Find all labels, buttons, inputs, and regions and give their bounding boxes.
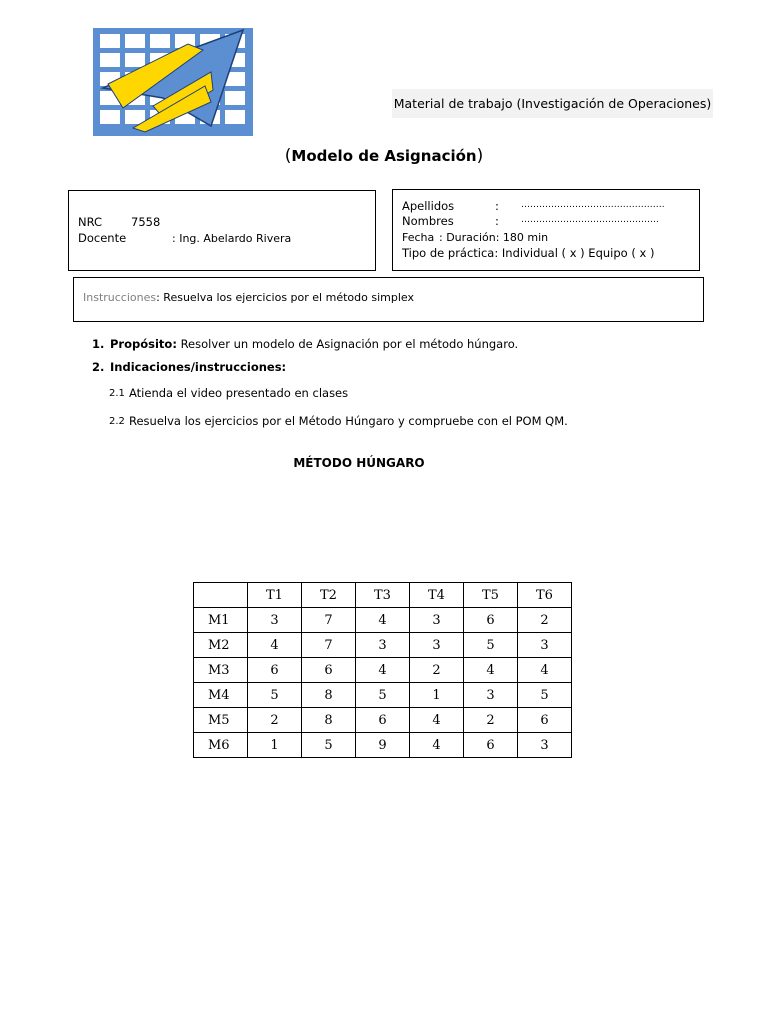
table-corner-cell [194,583,248,608]
nombres-label: Nombres [402,214,454,228]
column-header: T3 [356,583,410,608]
title-text: Modelo de Asignación [291,147,477,165]
instructions-label: Instrucciones [83,291,157,304]
table-cell: 5 [248,683,302,708]
table-cell: 2 [410,658,464,683]
table-cell: 6 [302,658,356,683]
table-cell: 4 [518,658,572,683]
table-cell: 6 [356,708,410,733]
table-cell: 3 [248,608,302,633]
table-cell: 2 [518,608,572,633]
table-cell: 6 [248,658,302,683]
instructions-text: : Resuelva los ejercicios por el método simplex [156,291,414,304]
table-row [194,683,572,708]
table-cell: 5 [464,633,518,658]
row-header: M4 [194,683,248,708]
item1-number: 1. [92,337,105,351]
table-cell: 3 [464,683,518,708]
table-cell: 3 [518,633,572,658]
table-cell: 6 [464,608,518,633]
column-header: T6 [518,583,572,608]
table-cell: 6 [464,733,518,758]
table-cell: 7 [302,633,356,658]
course-info-box [68,190,376,271]
material-label: Material de trabajo (Investigación de Operaciones) [392,89,713,118]
row-header: M1 [194,608,248,633]
cost-matrix-table [193,582,572,758]
table-row [194,733,572,758]
nombres-colon: : [495,214,499,228]
sub1-text: Atienda el video presentado en clases [129,386,349,400]
table-cell: 8 [302,708,356,733]
table-cell: 7 [302,608,356,633]
table-cell: 4 [410,733,464,758]
table-cell: 1 [248,733,302,758]
table-cell: 4 [356,608,410,633]
table-cell: 4 [410,708,464,733]
nrc-label: NRC [78,215,103,229]
item1-line [110,337,518,351]
table-cell: 3 [518,733,572,758]
item2-number: 2. [92,360,105,374]
table-row [194,708,572,733]
instructions-box [73,277,704,322]
table-cell: 4 [356,658,410,683]
table-cell: 5 [518,683,572,708]
sub2-text: Resuelva los ejercicios por el Método Húngaro y compruebe con el POM QM. [129,414,568,428]
nombres-field[interactable]: ………………………………………. [521,215,659,225]
apellidos-field[interactable]: ………………………..………………. [521,200,665,210]
column-header: T2 [302,583,356,608]
table-header-row [194,583,572,608]
table-cell: 3 [356,633,410,658]
column-header: T4 [410,583,464,608]
title-close-paren: ) [476,146,484,166]
table-cell: 3 [410,633,464,658]
tipo-practica: Tipo de práctica: Individual ( x ) Equipo ( x ) [402,246,655,260]
table-cell: 2 [464,708,518,733]
row-header: M3 [194,658,248,683]
table-cell: 3 [410,608,464,633]
sub1-number: 2.1 [109,388,125,399]
table-cell: 5 [356,683,410,708]
item1-text: Resolver un modelo de Asignación por el método húngaro. [176,337,519,351]
table-row [194,633,572,658]
table-cell: 6 [518,708,572,733]
column-header: T1 [248,583,302,608]
apellidos-colon: : [495,199,499,213]
row-header: M6 [194,733,248,758]
table-cell: 4 [464,658,518,683]
instructions-line [83,291,414,304]
sub2-number: 2.2 [109,416,125,427]
row-header: M2 [194,633,248,658]
university-logo [93,28,253,136]
table-cell: 5 [302,733,356,758]
row-header: M5 [194,708,248,733]
docente-label: Docente [78,231,127,245]
table-cell: 4 [248,633,302,658]
item1-label: Propósito: [110,337,177,351]
item2-label: Indicaciones/instrucciones: [110,360,287,374]
table-cell: 8 [302,683,356,708]
table-cell: 9 [356,733,410,758]
section-title: MÉTODO HÚNGARO [293,456,425,470]
student-info-box [392,189,700,271]
column-header: T5 [464,583,518,608]
table-row [194,608,572,633]
table-row [194,658,572,683]
nrc-value: 7558 [131,215,161,229]
title-open-paren: ( [284,146,292,166]
apellidos-label: Apellidos [402,199,455,213]
docente-value: : Ing. Abelardo Rivera [172,232,292,245]
fecha-label: Fecha [402,231,435,244]
page-title [0,146,768,166]
table-cell: 1 [410,683,464,708]
duracion-text: : Duración: 180 min [439,231,549,244]
table-cell: 2 [248,708,302,733]
